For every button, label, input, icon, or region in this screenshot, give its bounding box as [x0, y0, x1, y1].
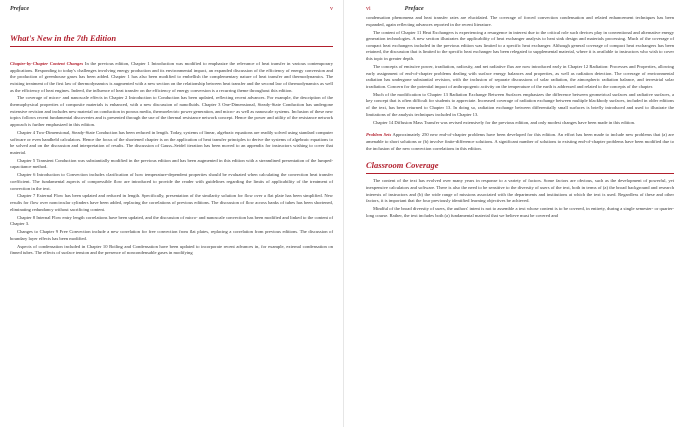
section-title: What's New in the 7th Edition — [10, 33, 333, 47]
paragraph — [366, 132, 674, 152]
paragraph — [10, 61, 333, 94]
paragraph: The coverage of micro- and nanoscale effects in Chapter 2 Introduction to Conduction has been updated, reflecting recent advances. For example, the description of the thermophysical properties of composite materials is enhanced, with a new discussion of nanofluids. Chapter 3 One-Dimensional, Steady-State Conduction has undergone extensive revision and includes new material on conduction in porous media, thermoelectric power generation, and micro- as well as nanoscale systems. Inclusion of these new topics follows recent fundamental discoveries and is presented through the use of the thermal resistance network concept. Hence the power and utility of the resistance network approach is further emphasized in this edition. — [10, 95, 333, 128]
paragraph: The concepts of emissive power, irradiation, radiosity, and net radiative flux are now introduced early in Chapter 12 Radiation: Processes and Properties, allowing early assignment of end-of-chapter problems dealing with surface energy balances and properties, as well as radiation detection. The coverage of environmental radiation has undergone substantial revision, with the inclusion of separate discussions of solar radiation, the atmospheric radiation balance, and terrestrial solar irradiation. Concern for the potential impact of anthropogenic activity on the temperature of the earth is addressed and related to the concepts of the chapter. — [366, 63, 674, 89]
paragraph: Changes to Chapter 9 Free Convection include a new correlation for free convection from flat plates, replacing a correlation from previous editions. The discussion of boundary layer effects has been modified. — [10, 229, 333, 241]
right-body-bottom — [366, 178, 674, 219]
paragraph-lead: Problem Sets — [366, 132, 392, 138]
paragraph: Chapter 4 Two-Dimensional, Steady-State Conduction has been reduced in length. Today, systems of linear, algebraic equations are readily solved using standard computer software or even handheld calculators. Hence the focus of the shortened chapter is on the application of heat transfer principles to derive the systems of algebraic equations to be solved and on the discussion and interpretation of results. The discussion of Gauss–Seidel iteration has been moved to an appendix for instructors wishing to cover that material. — [10, 129, 333, 155]
paragraph: The content of Chapter 11 Heat Exchangers is experiencing a resurgence in interest due to the critical role such devices play in conventional and alternative energy generation technologies. A new section illustrates the applicability of heat exchanger analysis to heat sink design and materials processing. Much of the coverage of compact heat exchangers included in the previous edition was limited to a specific heat exchanger. Although general coverage of compact heat exchangers has been retained, the discussion that is limited to the specific heat exchanger has been relegated to supplemental material, where it is available to instructors who wish to cover this topic in greater depth. — [366, 29, 674, 62]
left-body — [10, 61, 333, 257]
right-page — [343, 0, 686, 427]
paragraph: Chapter 14 Diffusion Mass Transfer was revised extensively for the previous edition, and only modest changes have been made in this edition. — [373, 119, 636, 125]
paragraph-text: Approximately 250 new end-of-chapter problems have been developed for this edition. An effort has been made to include new problems that (a) are amenable to short solutions or (b) involve finite-difference solutions. A significant number of solutions to existing end-of-chapter problems have been modified due to the inclusion of the new convection correlations in this edition. — [366, 132, 674, 151]
paragraph-lead: Chapter-by-Chapter Content Changes — [10, 61, 84, 66]
right-running-head — [366, 6, 674, 15]
paragraph: Much of the modification to Chapter 13 Radiation Exchange Between Surfaces emphasizes the difference between geometrical surfaces and radiative surfaces, a key concept that is often difficult for students to appreciate. Increased coverage of radiation exchange between multiple blackbody surfaces, included in older editions of the text, has been returned to Chapter 13. In doing so, radiation exchange between differentially small surfaces is briefly introduced and used to illustrate the limitations of the analysis techniques included in Chapter 13. — [366, 91, 674, 117]
paragraph: Chapter 8 Internal Flow entry length correlations have been updated, and the discussion of micro- and nanoscale convection has been modified and linked to the content of Chapter 3. — [10, 214, 333, 227]
paragraph: Aspects of condensation included in Chapter 10 Boiling and Condensation have been updated to incorporate recent advances in, for example, external condensation on finned tubes. The effects of surface tension and the presence of noncondensable gases in modifying — [10, 243, 333, 256]
running-head-title: Preface — [404, 6, 424, 12]
paragraph: Chapter 5 Transient Conduction was substantially modified in the previous edition and has been augmented in this edition with a streamlined presentation of the lumped-capacitance method. — [10, 157, 333, 170]
running-head-title: Preface — [10, 6, 29, 12]
right-body-top — [366, 15, 674, 152]
paragraph-text: In the previous edition, Chapter 1 Introduction was modified to emphasize the relevance of heat transfer in various contemporary applications. Responding to today's challenges involving energy production and its environmental impact, an expanded discussion of the efficiency of energy conversion and the production of greenhouse gases has been added. Chapter 1 has also been modified to embellish the complementary nature of heat transfer and thermodynamics. The existing treatment of the first law of thermodynamics is augmented with a new section on the relationship between heat transfer and the second law of thermodynamics as well as the efficiency of heat engines. Indeed, the influence of heat transfer on the efficiency of energy conversion is a recurring theme throughout this edition. — [10, 61, 333, 93]
paragraph: Chapter 7 External Flow has been updated and reduced in length. Specifically, presentation of the similarity solution for flow over a flat plate has been simplified. New results for flow over noncircular cylinders have been added, replacing the correlations of previous editions. The discussion of flow across banks of tubes has been shortened, eliminating redundancy without sacrificing content. — [10, 193, 333, 212]
paragraph: Chapter 6 Introduction to Convection includes clarification of how temperature-dependent properties should be evaluated when calculating the convection heat transfer coefficient. The fundamental aspects of compressible flow are introduced to provide the reader with guidelines regarding the limits of applicability of the treatment of convection in the text. — [10, 172, 333, 191]
paragraph: The content of the text has evolved over many years in response to a variety of factors. Some factors are obvious, such as the development of powerful, yet inexpensive calculators and software. There is also the need to be sensitive to the diversity of users of the text, both in terms of (a) the broad background and research interests of instructors and (b) the wide range of missions associated with the departments and institutions at which the text is used. Regardless of these and other factors, it is important that the four previously identified learning objectives be achieved. — [366, 178, 674, 204]
page-number: v — [330, 6, 333, 12]
paragraph: Mindful of the broad diversity of users, the authors' intent is not to assemble a text whose content is to be covered, in entirety, during a single semester- or quarter-long course. Rather, the text includes both (a) fundamental material that we believe must be covered and — [366, 206, 674, 218]
page-number: vi — [366, 6, 371, 12]
paragraph: condensation phenomena and heat transfer rates are elucidated. The coverage of forced convection condensation and related enhancement techniques has been expanded, again reflecting advances reported in the recent literature. — [366, 15, 674, 27]
section-title: Classroom Coverage — [366, 160, 674, 174]
left-running-head — [10, 6, 333, 15]
